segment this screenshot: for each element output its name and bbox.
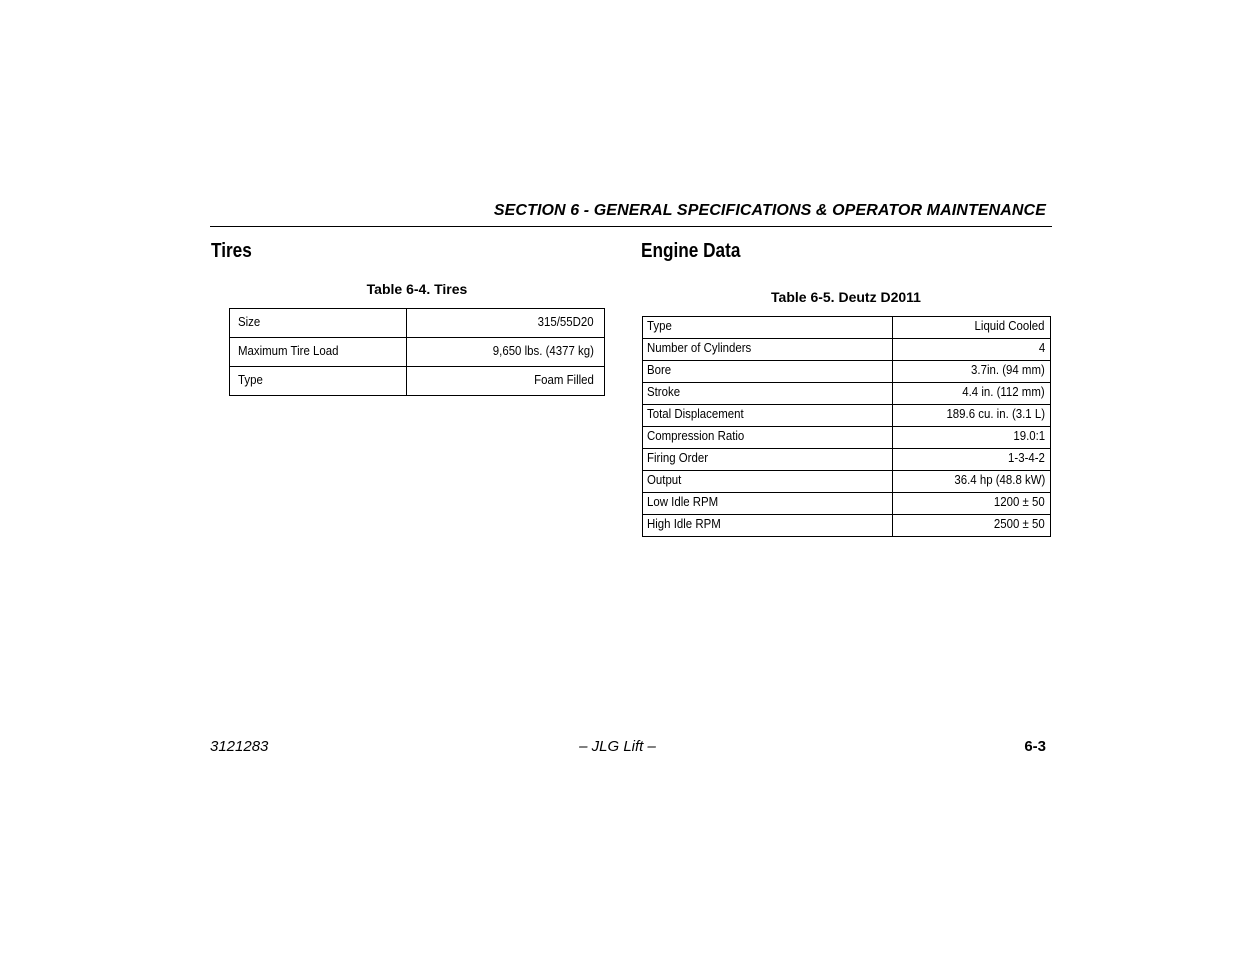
- table-row: [643, 405, 1051, 427]
- table-row: [643, 339, 1051, 361]
- engine-low-idle-value: 1200 ± 50: [893, 493, 1051, 515]
- table-row: [230, 309, 605, 338]
- engine-stroke-value: 4.4 in. (112 mm): [893, 383, 1051, 405]
- engine-data-heading: Engine Data: [641, 240, 741, 262]
- table-row: [643, 361, 1051, 383]
- engine-type-label: Type: [643, 317, 893, 339]
- engine-cylinders-label: Number of Cylinders: [643, 339, 893, 361]
- engine-table-caption: Table 6-5. Deutz D2011: [771, 289, 921, 305]
- table-row: [230, 338, 605, 367]
- table-row: [643, 383, 1051, 405]
- table-row: [643, 427, 1051, 449]
- engine-displacement-label: Total Displacement: [643, 405, 893, 427]
- engine-firing-order-value: 1-3-4-2: [893, 449, 1051, 471]
- engine-firing-order-label: Firing Order: [643, 449, 893, 471]
- engine-displacement-value: 189.6 cu. in. (3.1 L): [893, 405, 1051, 427]
- table-row: [643, 471, 1051, 493]
- engine-type-value: Liquid Cooled: [893, 317, 1051, 339]
- section-header: SECTION 6 - GENERAL SPECIFICATIONS & OPERATOR MAINTENANCE: [493, 202, 1046, 219]
- engine-stroke-label: Stroke: [643, 383, 893, 405]
- engine-output-label: Output: [643, 471, 893, 493]
- tires-type-value: Foam Filled: [407, 367, 605, 396]
- tires-size-value: 315/55D20: [407, 309, 605, 338]
- table-row: [643, 515, 1051, 537]
- tires-heading: Tires: [211, 240, 252, 262]
- document-number: 3121283: [210, 738, 269, 755]
- table-row: [643, 317, 1051, 339]
- header-rule: [210, 226, 1052, 227]
- engine-compression-label: Compression Ratio: [643, 427, 893, 449]
- tires-table-caption: Table 6-4. Tires: [366, 281, 468, 297]
- table-row: [643, 493, 1051, 515]
- engine-compression-value: 19.0:1: [893, 427, 1051, 449]
- page-number: 6-3: [1024, 738, 1046, 755]
- tires-type-label: Type: [230, 367, 407, 396]
- engine-high-idle-value: 2500 ± 50: [893, 515, 1051, 537]
- footer-brand: – JLG Lift –: [579, 738, 656, 755]
- table-row: [230, 367, 605, 396]
- table-row: [643, 449, 1051, 471]
- engine-output-value: 36.4 hp (48.8 kW): [893, 471, 1051, 493]
- engine-bore-label: Bore: [643, 361, 893, 383]
- engine-high-idle-label: High Idle RPM: [643, 515, 893, 537]
- engine-cylinders-value: 4: [893, 339, 1051, 361]
- tires-table: [229, 308, 605, 396]
- engine-low-idle-label: Low Idle RPM: [643, 493, 893, 515]
- tires-max-load-value: 9,650 lbs. (4377 kg): [407, 338, 605, 367]
- tires-max-load-label: Maximum Tire Load: [230, 338, 407, 367]
- tires-size-label: Size: [230, 309, 407, 338]
- engine-table: [642, 316, 1051, 537]
- engine-bore-value: 3.7in. (94 mm): [893, 361, 1051, 383]
